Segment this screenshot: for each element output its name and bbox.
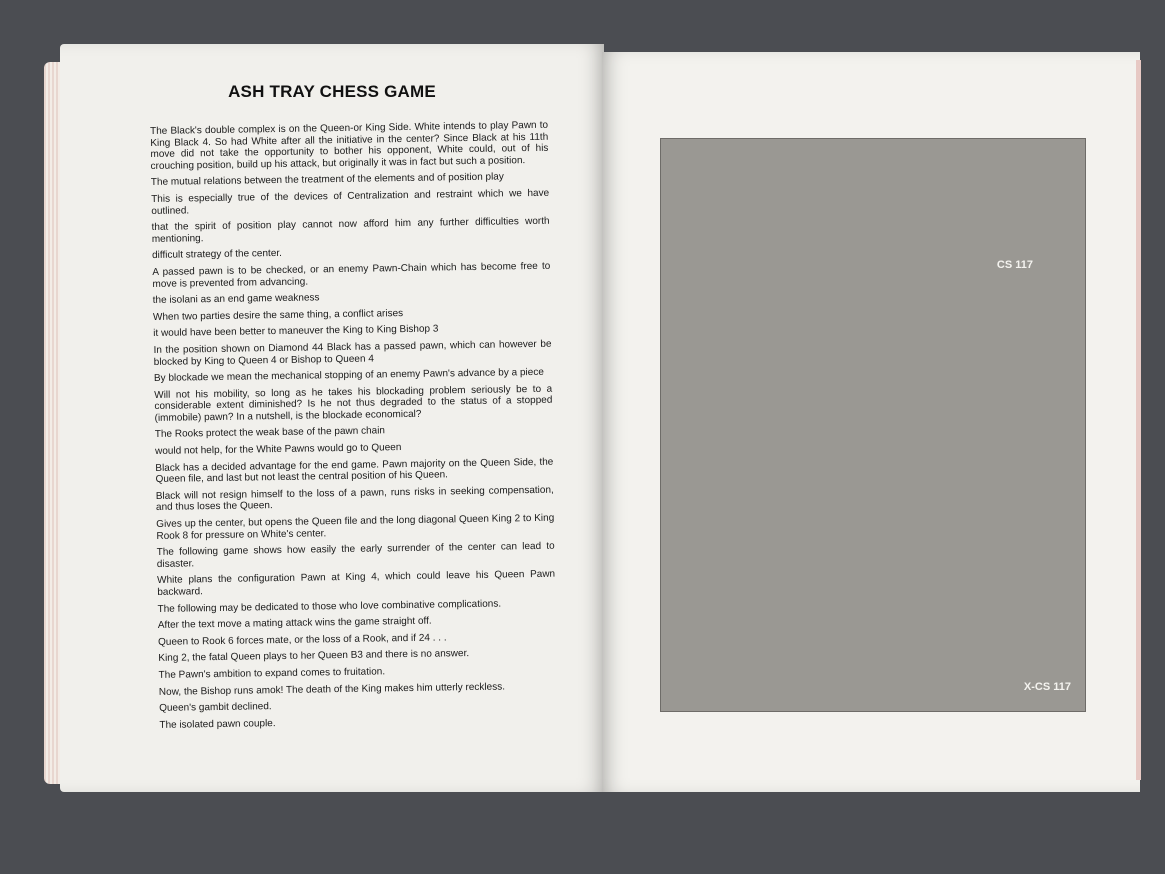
paragraph: The Pawn's ambition to expand comes to fruitation. [158,666,386,681]
paragraph: The Rooks protect the weak base of the pawn chain [154,425,386,441]
paragraph: White plans the configuration Pawn at King 4, which could leave his Queen Pawn backward. [157,569,556,598]
left-page [60,44,604,792]
paragraph: it would have been better to maneuver the King to King Bishop 3 [153,323,439,340]
paragraph: The Black's double complex is on the Queen-or King Side. White intends to play Pawn to King Black 4. So had White after all the initiative in the center? Since Black at his 11th move did not take the opportunity to bother his opponent, White could, out of his crouching position, build up his attack, but originally it was in fact but such a position. [150,119,549,172]
paragraph: Now, the Bishop runs amok! The death of the King makes him utterly reckless. [158,681,506,698]
paragraph: The following may be dedicated to those who love combinative complications. [157,598,502,615]
paragraph: The following game shows how easily the early surrender of the center can lead to disaster. [156,540,555,570]
paragraph: This is especially true of the devices of Centralization and restraint which we have outlined. [151,187,550,217]
paragraph: A passed pawn is to be checked, or an enemy Pawn-Chain which has become free to move is prevented from advancing. [152,260,551,290]
paragraph: would not help, for the White Pawns would go to Queen [155,442,402,458]
photo-mark: X-CS 117 [1023,681,1071,693]
paragraph: difficult strategy of the center. [151,248,283,262]
paragraph: the isolani as an end game weakness [152,292,320,307]
paragraph: The mutual relations between the treatment of the elements and of position play [150,171,504,189]
photo-mark: CS 117 [996,259,1033,271]
page-title: ASH TRAY CHESS GAME [228,82,436,101]
right-page-edge [1136,60,1141,780]
paragraph: Black will not resign himself to the loss of a pawn, runs risks in seeking compensation, and thus loses the Queen. [155,484,554,514]
paragraph: By blockade we mean the mechanical stopping of an enemy Pawn's advance by a piece [153,366,544,385]
paragraph: Queen's gambit declined. [159,701,272,715]
photo-placeholder [660,138,1086,712]
paragraph: Gives up the center, but opens the Queen file and the long diagonal Queen King 2 to King Rook 8 for pressure on White's center. [156,512,555,542]
paragraph: When two parties desire the same thing, a conflict arises [152,307,404,323]
paragraph: After the text move a mating attack wins the game straight off. [157,615,432,632]
paragraph: that the spirit of position play cannot now afford him any further difficulties worth mentioning. [151,215,550,245]
paragraph: In the position shown on Diamond 44 Black has a passed pawn, which can however be blocked by King to Queen 4 or Bishop to Queen 4 [153,338,552,368]
paragraph: Queen to Rook 6 forces mate, or the loss of a Rook, and if 24 . . . [158,632,447,648]
right-page [602,52,1140,792]
paragraph: King 2, the fatal Queen plays to her Queen B3 and there is no answer. [158,648,470,665]
paragraph: The isolated pawn couple. [159,717,276,731]
paragraph: Black has a decided advantage for the end game. Pawn majority on the Queen Side, the Queen file, and last but not least the central position of his Queen. [155,456,554,486]
paragraph: Will not his mobility, so long as he takes his blockading problem seriously be to a considerable extent diminished? Is he not thus degraded to the status of a stopped (immobile) pawn? In a nutshell, is the blockade economical? [154,383,553,424]
body-text [150,120,558,737]
